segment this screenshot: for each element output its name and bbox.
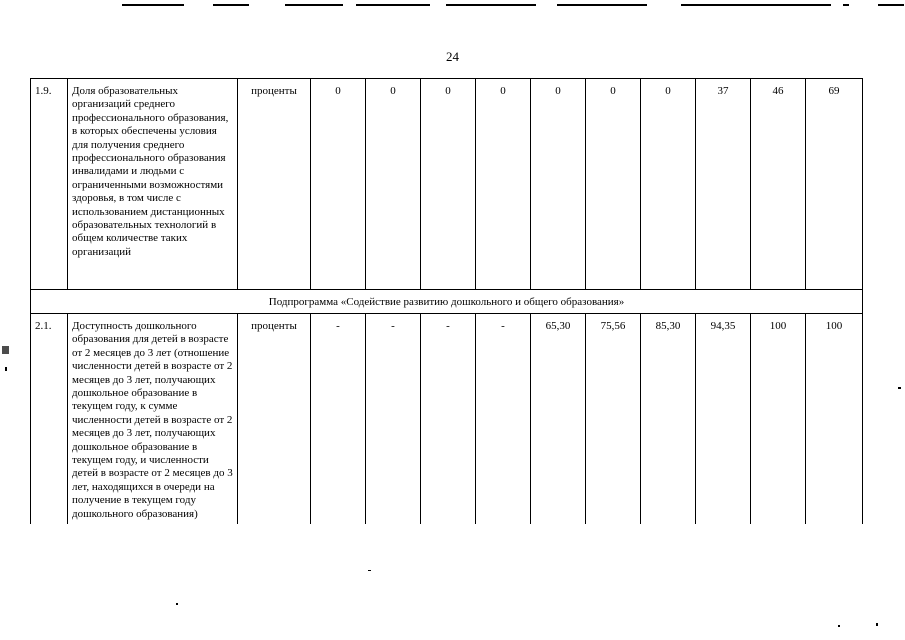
value-cell: - [311, 314, 366, 525]
value-cell: - [366, 314, 421, 525]
value-cell: - [476, 314, 531, 525]
scan-artifact-mark [876, 623, 878, 626]
value-cell: 100 [806, 314, 863, 525]
scan-artifact-line [122, 4, 184, 6]
row-number: 2.1. [31, 314, 68, 525]
value-cell: 37 [696, 79, 751, 290]
value-cell: 100 [751, 314, 806, 525]
scan-artifact-line [446, 4, 536, 6]
value-cell: 85,30 [641, 314, 696, 525]
value-cell: 75,56 [586, 314, 641, 525]
value-cell: 0 [476, 79, 531, 290]
indicators-table [30, 78, 863, 524]
scan-artifact-line [681, 4, 831, 6]
value-cell: 0 [421, 79, 476, 290]
scan-artifact-mark [898, 387, 901, 389]
scan-artifact-line [878, 4, 904, 6]
value-cell: 46 [751, 79, 806, 290]
value-cell: 0 [531, 79, 586, 290]
unit-cell: проценты [238, 314, 311, 525]
indicator-name: Доля образовательных организаций среднего профессионального образования, в которых обеспечены условия для получения среднего профессионального образования инвалидами и людьми с ограниченными возможностями здоровья, в том числе с использованием дистанционных образовательных технологий в общем количестве таких организаций [68, 79, 238, 290]
row-number: 1.9. [31, 79, 68, 290]
scan-artifact-mark [838, 625, 840, 627]
scan-artifact-line [285, 4, 343, 6]
subprogram-title: Подпрограмма «Содействие развитию дошкольного и общего образования» [31, 290, 863, 314]
scan-artifact-mark [176, 603, 178, 605]
subprogram-row [31, 290, 863, 314]
value-cell: 69 [806, 79, 863, 290]
table-row [31, 79, 863, 290]
value-cell: 65,30 [531, 314, 586, 525]
scan-artifact-line [356, 4, 430, 6]
scan-artifact-mark [368, 570, 371, 571]
value-cell: 0 [366, 79, 421, 290]
scan-artifact-mark [2, 346, 9, 354]
value-cell: 0 [586, 79, 641, 290]
value-cell: - [421, 314, 476, 525]
indicator-name: Доступность дошкольного образования для детей в возрасте от 2 месяцев до 3 лет (отношение численности детей в возрасте от 2 месяцев до 3 лет, получающих дошкольное образование в текущем году, к сумме численности детей в возрасте от 2 месяцев до 3 лет, получающих дошкольное образование в текущем году, и численности детей в возрасте от 2 месяцев до 3 лет, находящихся в очереди на получение в текущем году дошкольного образования) [68, 314, 238, 525]
unit-cell: проценты [238, 79, 311, 290]
value-cell: 0 [641, 79, 696, 290]
scan-artifact-line [843, 4, 849, 6]
scan-artifact-line [213, 4, 249, 6]
scan-artifact-line [557, 4, 647, 6]
table-row [31, 314, 863, 525]
value-cell: 0 [311, 79, 366, 290]
value-cell: 94,35 [696, 314, 751, 525]
page-number: 24 [446, 49, 459, 64]
scan-artifact-mark [5, 367, 7, 371]
